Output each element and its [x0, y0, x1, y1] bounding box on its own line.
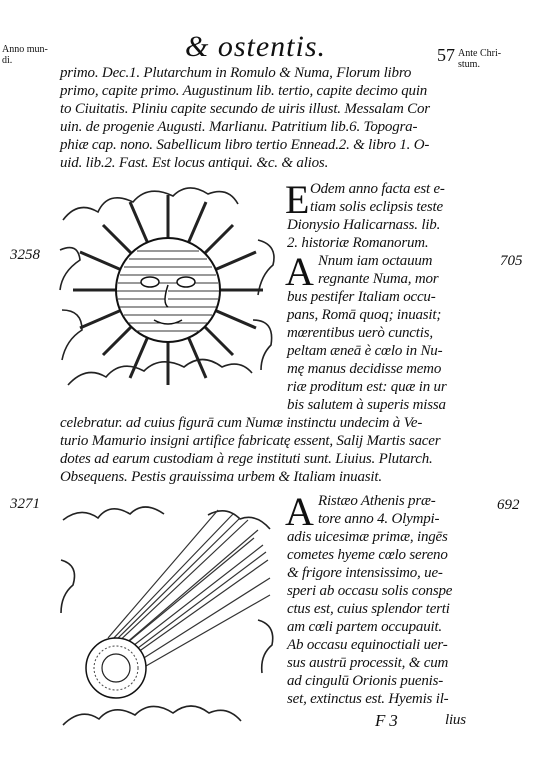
text-line: uin. de progenie Augusti. Marlianu. Patritium lib.6. Topogra- [60, 119, 418, 135]
text-line: phiæ cap. nono. Sabellicum libro tertio Ennead.2. & libro 1. O- [60, 137, 430, 153]
text-line: & frigore intensissimo, ue- [287, 565, 443, 581]
text-line: Ab occasu equinoctiali uer- [287, 637, 448, 653]
text-line: mœrentibus uerò cunctis, [287, 325, 433, 341]
text-line: bus pestifer Italiam occu- [287, 289, 436, 305]
margin-note-line: stum. [458, 59, 480, 70]
margin-note-anno-mundi [2, 44, 48, 66]
text-line: riæ proditum est: quæ in ur [287, 379, 447, 395]
year-anno-mundi: 3271 [10, 496, 40, 512]
text-line: ctus est, cuius splendor terti [287, 601, 450, 617]
text-line: Nnum iam octauum [318, 253, 433, 269]
text-line: regnante Numa, mor [318, 271, 439, 287]
text-line: pans, Romā quoq; inuasit; [287, 307, 442, 323]
text-line: dotes ad earum custodiam à rege instituti sunt. Liuius. Plutarch. [60, 451, 433, 467]
comet-woodcut [58, 500, 278, 745]
text-line: adis uicesimæ primæ, ingēs [287, 529, 448, 545]
text-line: peltam æneā è cœlo in Nu- [287, 343, 443, 359]
text-line: primo, capite primo. Augustinum lib. tertio, capite decimo quin [60, 83, 428, 99]
text-line: tore anno 4. Olympi- [318, 511, 440, 527]
text-line: Ristæo Athenis præ- [318, 493, 436, 509]
text-line: sus austrū processit, & cum [287, 655, 449, 671]
year-ante-christum: 705 [500, 253, 523, 269]
text-line: celebratur. ad cuius figurā cum Numæ instinctu undecim à Ve- [60, 415, 423, 431]
text-line: bis salutem à superis missa [287, 397, 446, 413]
text-line: am cœli partem occupauit. [287, 619, 442, 635]
initial-capital: A [285, 249, 314, 294]
running-head: & ostentis. [185, 30, 327, 63]
sun-face-woodcut [58, 180, 278, 405]
text-line: Odem anno facta est e- [310, 181, 445, 197]
margin-note-line: di. [2, 55, 13, 66]
text-line: to Ciuitatis. Pliniu capite secundo de uiris illust. Messalam Cor [60, 101, 430, 117]
catchword: lius [445, 712, 466, 728]
text-line: Obsequens. Pestis grauissima urbem & Italiam inuasit. [60, 469, 382, 485]
text-line: set, extinctus est. Hyemis il- [287, 691, 449, 707]
margin-note-ante-christum [458, 48, 501, 70]
text-line: tiam solis eclipsis teste [310, 199, 443, 215]
folio-number: 57 [437, 45, 455, 65]
text-line: speri ab occasu solis conspe [287, 583, 453, 599]
text-line: Dionysio Halicarnass. lib. [287, 217, 441, 233]
text-line: mę manus decidisse memo [287, 361, 442, 377]
text-line: uid. lib.2. Fast. Est locus antiqui. &c. & alios. [60, 155, 329, 171]
margin-note-line: Ante Chri- [458, 48, 502, 59]
initial-capital: A [285, 489, 314, 534]
year-anno-mundi: 3258 [10, 247, 40, 263]
year-ante-christum: 692 [497, 497, 520, 513]
text-line: primo. Dec.1. Plutarchum in Romulo & Numa, Florum libro [60, 65, 412, 81]
signature-mark: F 3 [375, 711, 398, 730]
text-line: cometes hyeme cœlo sereno [287, 547, 448, 563]
margin-note-line: Anno mun- [2, 44, 48, 55]
initial-capital: E [285, 177, 310, 222]
text-line: ad cingulū Orionis puenis- [287, 673, 444, 689]
text-line: 2. historiæ Romanorum. [287, 235, 429, 251]
text-line: turio Mamurio insigni artifice fabricatę essent, Salij Martis sacer [60, 433, 441, 449]
